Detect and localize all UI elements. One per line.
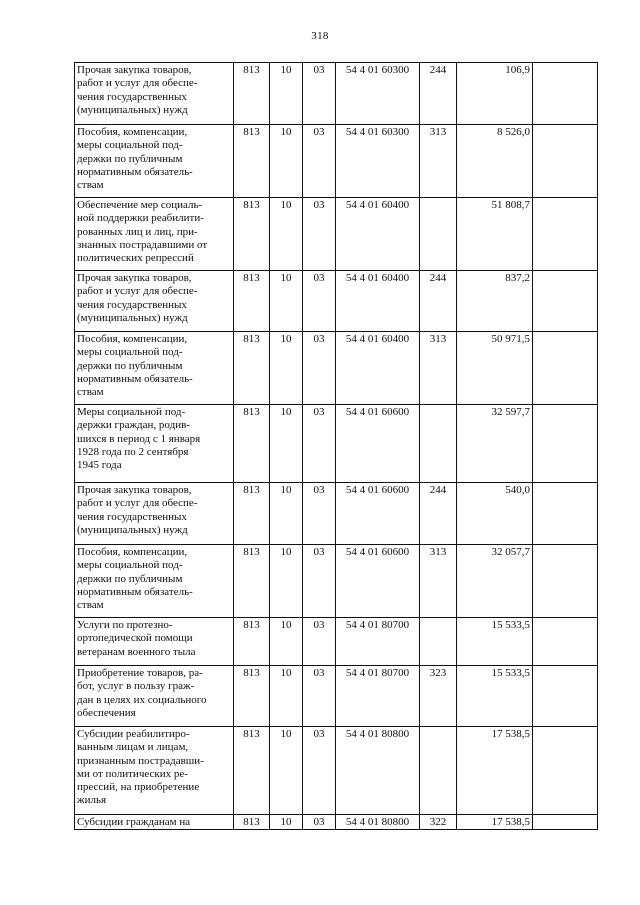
- empty-cell: [533, 198, 598, 271]
- vr-code-cell: [420, 198, 457, 271]
- table-row: [75, 545, 598, 618]
- page-number: 318: [311, 30, 329, 42]
- item-name-cell: Меры социальной под- держки граждан, родив- шихся в период с 1 января 1928 года по 2 сентября 1945 года: [75, 405, 234, 483]
- item-name-cell: Прочая закупка товаров, работ и услуг для обеспе- чения государственных (муниципальных) нужд: [75, 483, 234, 545]
- csr-code-cell: 54 4 01 60300: [336, 125, 420, 198]
- vr-code-cell: 323: [420, 666, 457, 727]
- amount-cell: 8 526,0: [457, 125, 533, 198]
- csr-code-cell: 54 4 01 60400: [336, 198, 420, 271]
- csr-code-cell: 54 4 01 60600: [336, 545, 420, 618]
- empty-cell: [533, 63, 598, 125]
- empty-cell: [533, 271, 598, 332]
- csr-code-cell: 54 4 01 80700: [336, 618, 420, 666]
- pr-code-cell: 03: [303, 483, 336, 545]
- rz-code-cell: 10: [270, 332, 303, 405]
- gr-code-cell: 813: [234, 545, 270, 618]
- pr-code-cell: 03: [303, 198, 336, 271]
- item-name-cell: Услуги по протезно- ортопедической помощи ветеранам военного тыла: [75, 618, 234, 666]
- gr-code-cell: 813: [234, 666, 270, 727]
- item-name-cell: Субсидии гражданам на: [75, 815, 234, 830]
- rz-code-cell: 10: [270, 545, 303, 618]
- table-row: [75, 271, 598, 332]
- empty-cell: [533, 815, 598, 830]
- amount-cell: 17 538,5: [457, 815, 533, 830]
- empty-cell: [533, 618, 598, 666]
- rz-code-cell: 10: [270, 271, 303, 332]
- gr-code-cell: 813: [234, 405, 270, 483]
- pr-code-cell: 03: [303, 405, 336, 483]
- item-name-cell: Обеспечение мер социаль- ной поддержки реабилити- рованных лиц и лиц, при- знанных пострадавшими от политических репрессий: [75, 198, 234, 271]
- item-name-cell: Субсидии реабилитиро- ванным лицам и лицам, признанным пострадавши- ми от политических ре- прессий, на приобретение жилья: [75, 727, 234, 815]
- table-row: [75, 63, 598, 125]
- pr-code-cell: 03: [303, 545, 336, 618]
- csr-code-cell: 54 4 01 60400: [336, 271, 420, 332]
- budget-table: [74, 62, 598, 830]
- vr-code-cell: 313: [420, 545, 457, 618]
- pr-code-cell: 03: [303, 332, 336, 405]
- rz-code-cell: 10: [270, 63, 303, 125]
- gr-code-cell: 813: [234, 125, 270, 198]
- gr-code-cell: 813: [234, 483, 270, 545]
- amount-cell: 17 538,5: [457, 727, 533, 815]
- amount-cell: 32 057,7: [457, 545, 533, 618]
- empty-cell: [533, 727, 598, 815]
- rz-code-cell: 10: [270, 198, 303, 271]
- item-name-cell: Пособия, компенсации, меры социальной под- держки по публичным нормативным обязатель- ствам: [75, 125, 234, 198]
- rz-code-cell: 10: [270, 618, 303, 666]
- empty-cell: [533, 405, 598, 483]
- table-row: [75, 125, 598, 198]
- table-row: [75, 198, 598, 271]
- vr-code-cell: 244: [420, 271, 457, 332]
- empty-cell: [533, 332, 598, 405]
- vr-code-cell: 313: [420, 125, 457, 198]
- vr-code-cell: 313: [420, 332, 457, 405]
- pr-code-cell: 03: [303, 618, 336, 666]
- rz-code-cell: 10: [270, 727, 303, 815]
- amount-cell: 106,9: [457, 63, 533, 125]
- item-name-cell: Приобретение товаров, ра- бот, услуг в пользу граж- дан в целях их социального обеспечения: [75, 666, 234, 727]
- gr-code-cell: 813: [234, 271, 270, 332]
- item-name-cell: Пособия, компенсации, меры социальной под- держки по публичным нормативным обязатель- ствам: [75, 332, 234, 405]
- csr-code-cell: 54 4 01 60600: [336, 405, 420, 483]
- table-row: [75, 618, 598, 666]
- vr-code-cell: 244: [420, 63, 457, 125]
- gr-code-cell: 813: [234, 63, 270, 125]
- vr-code-cell: 244: [420, 483, 457, 545]
- csr-code-cell: 54 4 01 80800: [336, 815, 420, 830]
- csr-code-cell: 54 4 01 80700: [336, 666, 420, 727]
- gr-code-cell: 813: [234, 618, 270, 666]
- table-row: [75, 332, 598, 405]
- table-row: [75, 815, 598, 830]
- pr-code-cell: 03: [303, 666, 336, 727]
- table-row: [75, 727, 598, 815]
- empty-cell: [533, 483, 598, 545]
- empty-cell: [533, 545, 598, 618]
- pr-code-cell: 03: [303, 271, 336, 332]
- gr-code-cell: 813: [234, 198, 270, 271]
- amount-cell: 32 597,7: [457, 405, 533, 483]
- empty-cell: [533, 125, 598, 198]
- table-row: [75, 483, 598, 545]
- rz-code-cell: 10: [270, 483, 303, 545]
- rz-code-cell: 10: [270, 815, 303, 830]
- item-name-cell: Прочая закупка товаров, работ и услуг для обеспе- чения государственных (муниципальных) нужд: [75, 63, 234, 125]
- item-name-cell: Прочая закупка товаров, работ и услуг для обеспе- чения государственных (муниципальных) нужд: [75, 271, 234, 332]
- gr-code-cell: 813: [234, 332, 270, 405]
- csr-code-cell: 54 4 01 60400: [336, 332, 420, 405]
- csr-code-cell: 54 4 01 60300: [336, 63, 420, 125]
- gr-code-cell: 813: [234, 815, 270, 830]
- amount-cell: 15 533,5: [457, 666, 533, 727]
- amount-cell: 540,0: [457, 483, 533, 545]
- pr-code-cell: 03: [303, 815, 336, 830]
- rz-code-cell: 10: [270, 405, 303, 483]
- table-row: [75, 405, 598, 483]
- vr-code-cell: [420, 618, 457, 666]
- budget-table-body: [75, 63, 598, 830]
- amount-cell: 15 533,5: [457, 618, 533, 666]
- amount-cell: 50 971,5: [457, 332, 533, 405]
- vr-code-cell: 322: [420, 815, 457, 830]
- vr-code-cell: [420, 727, 457, 815]
- pr-code-cell: 03: [303, 63, 336, 125]
- amount-cell: 51 808,7: [457, 198, 533, 271]
- vr-code-cell: [420, 405, 457, 483]
- rz-code-cell: 10: [270, 125, 303, 198]
- gr-code-cell: 813: [234, 727, 270, 815]
- pr-code-cell: 03: [303, 727, 336, 815]
- item-name-cell: Пособия, компенсации, меры социальной под- держки по публичным нормативным обязатель- ствам: [75, 545, 234, 618]
- pr-code-cell: 03: [303, 125, 336, 198]
- table-row: [75, 666, 598, 727]
- rz-code-cell: 10: [270, 666, 303, 727]
- csr-code-cell: 54 4 01 80800: [336, 727, 420, 815]
- empty-cell: [533, 666, 598, 727]
- amount-cell: 837,2: [457, 271, 533, 332]
- csr-code-cell: 54 4 01 60600: [336, 483, 420, 545]
